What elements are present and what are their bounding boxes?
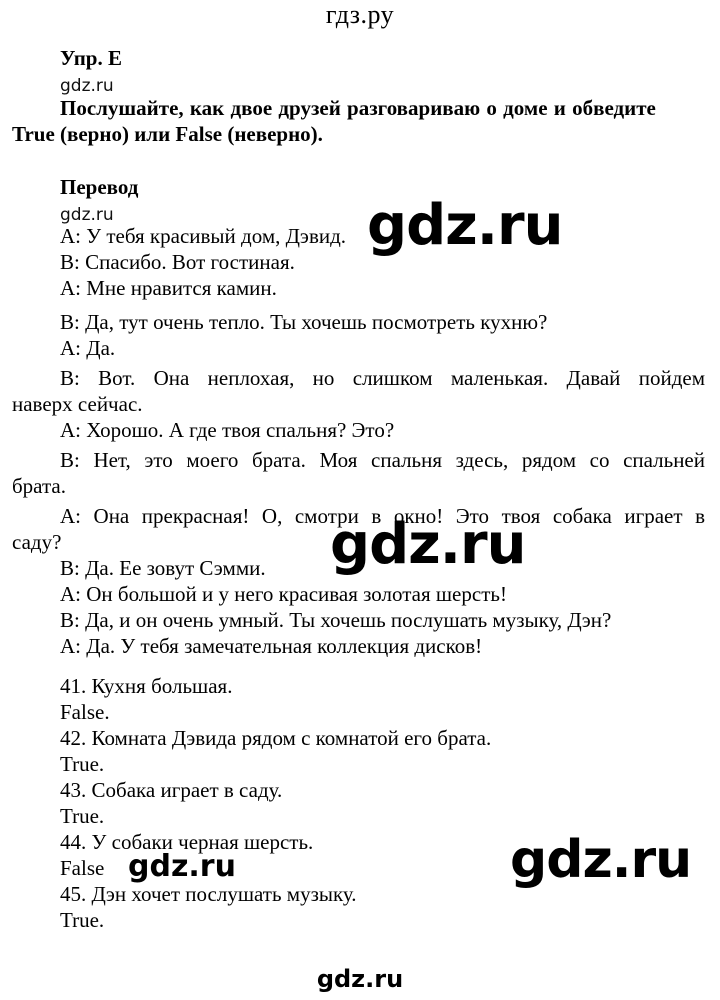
- dialogue-line: B: Да, тут очень тепло. Ты хочешь посмотреть кухню?: [60, 310, 548, 334]
- dialogue-line: B: Спасибо. Вот гостиная.: [60, 250, 295, 274]
- dialogue-line: A: Да. У тебя замечательная коллекция дисков!: [60, 634, 483, 658]
- dialogue-line: B: Да. Ее зовут Сэмми.: [60, 556, 266, 580]
- dialogue-line-continuation: наверх сейчас.: [12, 392, 143, 416]
- dialogue-line: B: Да, и он очень умный. Ты хочешь послушать музыку, Дэн?: [60, 608, 612, 632]
- dialogue-line: A: Хорошо. А где твоя спальня? Это?: [60, 418, 395, 442]
- task-instruction-line-2: True (верно) или False (неверно).: [12, 122, 323, 146]
- watermark-small: gdz.ru: [60, 76, 114, 96]
- dialogue-line-continuation: саду?: [12, 530, 62, 554]
- dialogue-line: A: Она прекрасная! О, смотри в окно! Это твоя собака играет в: [60, 504, 705, 528]
- dialogue-line: A: Да.: [60, 336, 116, 360]
- watermark-large: gdz.ru: [330, 512, 526, 577]
- exercise-title: Упр. E: [60, 46, 122, 70]
- dialogue: [12, 223, 705, 659]
- dialogue-line: A: У тебя красивый дом, Дэвид.: [60, 224, 347, 248]
- answer-item: 43. Собака играет в саду.: [60, 778, 283, 802]
- answer-value: True.: [60, 804, 105, 828]
- watermark-small: gdz.ru: [60, 205, 114, 225]
- section-title: Перевод: [60, 175, 139, 199]
- answer-item: 42. Комната Дэвида рядом с комнатой его брата.: [60, 726, 492, 750]
- dialogue-line: B: Вот. Она неплохая, но слишком маленькая. Давай пойдем: [60, 366, 705, 390]
- dialogue-line: A: Он большой и у него красивая золотая шерсть!: [60, 582, 507, 606]
- dialogue-line: B: Нет, это моего брата. Моя спальня здесь, рядом со спальней: [60, 448, 705, 472]
- site-header: гдз.ру: [325, 0, 395, 29]
- footer-watermark: gdz.ru: [316, 965, 404, 993]
- answer-value: False: [60, 856, 105, 880]
- task-instruction-line-1: Послушайте, как двое друзей разговариваю о доме и обведите: [60, 96, 656, 120]
- dialogue-line-continuation: брата.: [12, 474, 66, 498]
- answers-list: [60, 673, 491, 933]
- dialogue-line: A: Мне нравится камин.: [60, 276, 277, 300]
- watermark-medium: gdz.ru: [128, 849, 236, 884]
- answer-item: 44. У собаки черная шерсть.: [60, 830, 314, 854]
- answer-value: True.: [60, 752, 105, 776]
- watermark-large: gdz.ru: [510, 830, 692, 890]
- answer-value: True.: [60, 908, 105, 932]
- answer-item: 45. Дэн хочет послушать музыку.: [60, 882, 357, 906]
- answer-item: 41. Кухня большая.: [60, 674, 233, 698]
- answer-value: False.: [60, 700, 110, 724]
- watermark-large: gdz.ru: [367, 193, 563, 258]
